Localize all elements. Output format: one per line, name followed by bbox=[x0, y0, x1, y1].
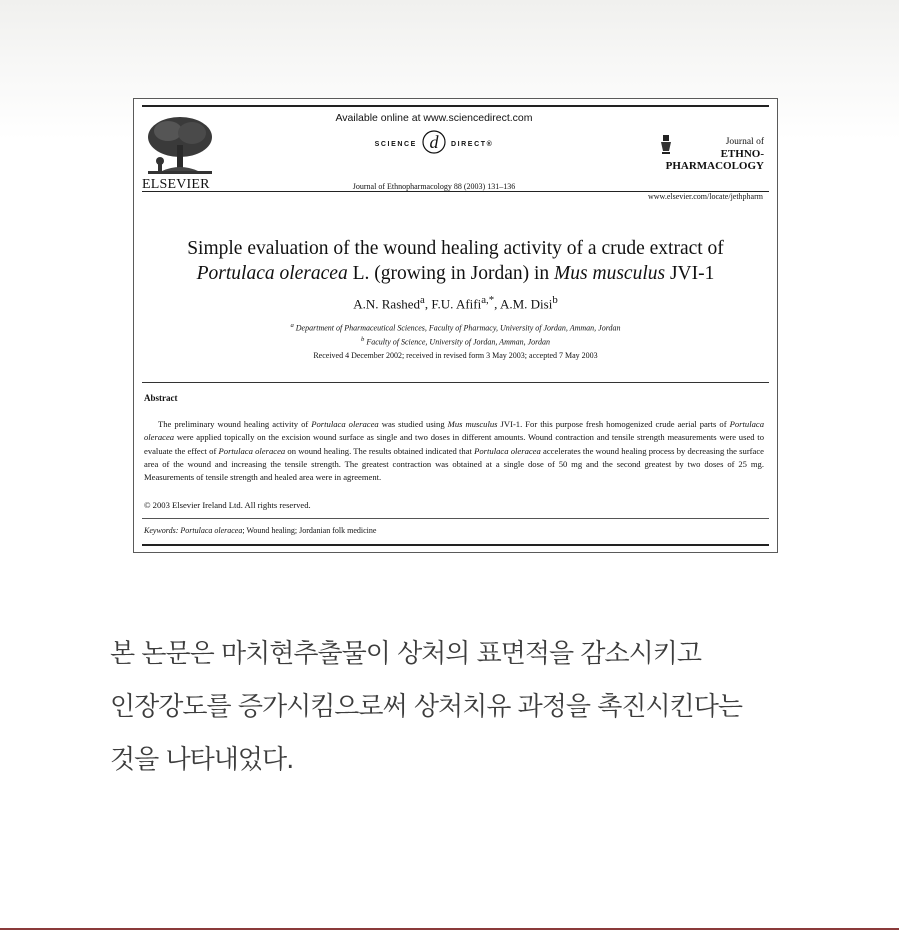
journal-url: www.elsevier.com/locate/jethpharm bbox=[648, 192, 763, 201]
abs-part: on wound healing. The results obtained indicated that bbox=[285, 445, 475, 456]
paper-title bbox=[154, 236, 757, 286]
publisher-name: ELSEVIER bbox=[142, 177, 210, 192]
sciencedirect-left: SCIENCE bbox=[374, 140, 417, 148]
affiliations bbox=[154, 320, 757, 347]
abs-species: Mus musculus bbox=[447, 419, 498, 429]
abs-part: was studied using bbox=[378, 419, 448, 429]
affil-b: Faculty of Science, University of Jordan, Amman, Jordan bbox=[364, 337, 550, 347]
header-top-rule bbox=[142, 105, 769, 107]
affil-a: Department of Pharmaceutical Sciences, Faculty of Pharmacy, University of Jordan, Amman, Jordan bbox=[293, 323, 621, 333]
abs-part: were applied topically on the excision wound surface as single and two doses in different amounts. Wound contraction and tensile strength measurements were used to evaluate the effect of bbox=[144, 432, 764, 456]
abs-species: Portulaca oleracea bbox=[144, 419, 765, 443]
citation: Journal of Ethnopharmacology 88 (2003) 131–136 bbox=[352, 182, 516, 191]
author-2: , F.U. Afifi bbox=[424, 296, 482, 312]
abstract-heading: Abstract bbox=[144, 393, 178, 403]
journal-title-line3: PHARMACOLOGY bbox=[665, 160, 764, 172]
bottom-rule-paper bbox=[142, 544, 769, 546]
received-dates: Received 4 December 2002; received in revised form 3 May 2003; accepted 7 May 2003 bbox=[313, 351, 598, 360]
affil-a-sup: a bbox=[290, 322, 294, 329]
author-1: A.N. Rashed bbox=[353, 296, 421, 312]
sciencedirect-d-letter: d bbox=[429, 132, 439, 152]
author-1-sup: a bbox=[420, 294, 425, 306]
journal-title-line1: Journal of bbox=[725, 137, 764, 147]
caption-line-2: 인장강도를 증가시킴으로써 상처치유 과정을 촉진시킨다는 bbox=[110, 692, 742, 722]
keywords bbox=[144, 526, 376, 535]
header-bottom-rule bbox=[142, 191, 769, 192]
author-3-sup: b bbox=[552, 294, 558, 306]
title-mid: L. (growing in Jordan) in bbox=[347, 263, 555, 284]
elsevier-tree-icon bbox=[144, 115, 216, 177]
keywords-rule bbox=[142, 518, 769, 519]
title-species2: Mus musculus bbox=[554, 263, 666, 284]
keywords-species: Portulaca oleracea bbox=[178, 526, 243, 535]
journal-title bbox=[654, 135, 764, 172]
abs-part: accelerates the wound healing process by decreasing the surface area of the wound and increasing the tensile strength. The greatest contraction was obtained at a single dose of 50 mg and the second greatest by two doses of 25 mg. Measurements of tensile strength and healed area were in agreement. bbox=[144, 445, 764, 483]
title-line1: Simple evaluation of the wound healing activity of a crude extract of bbox=[187, 238, 724, 259]
paper-abstract-image bbox=[133, 98, 778, 553]
sciencedirect-logo bbox=[314, 131, 554, 157]
sciencedirect-d-icon bbox=[421, 129, 447, 155]
abstract-body bbox=[144, 418, 764, 484]
korean-caption bbox=[110, 628, 830, 787]
abs-part: The preliminary wound healing activity of bbox=[158, 419, 312, 429]
keywords-rest: ; Wound healing; Jordanian folk medicine bbox=[242, 526, 377, 535]
abs-species: Portulaca oleracea bbox=[474, 445, 541, 456]
title-end: JVI-1 bbox=[665, 263, 715, 284]
abs-part: JVI-1. For this purpose fresh homogenized crude aerial parts of bbox=[497, 419, 730, 429]
journal-title-line2: ETHNO- bbox=[720, 148, 764, 160]
sciencedirect-mark bbox=[421, 129, 447, 159]
abs-species: Portulaca oleracea bbox=[311, 419, 379, 429]
author-3: , A.M. Disi bbox=[494, 296, 553, 312]
copyright: © 2003 Elsevier Ireland Ltd. All rights reserved. bbox=[144, 500, 311, 510]
authors bbox=[154, 294, 757, 312]
keywords-label: Keywords: bbox=[144, 526, 179, 535]
available-online-text: Available online at www.sciencedirect.com bbox=[335, 112, 533, 124]
abstract-top-rule bbox=[142, 382, 769, 383]
caption-line-1: 본 논문은 마치현추출물이 상처의 표면적을 감소시키고 bbox=[110, 639, 701, 669]
abs-species: Portulaca oleracea bbox=[218, 445, 286, 456]
affil-b-sup: b bbox=[361, 335, 365, 343]
caption-line-3: 것을 나타내었다. bbox=[110, 745, 294, 775]
sciencedirect-right: DIRECT® bbox=[450, 140, 494, 148]
author-2-sup: a,* bbox=[481, 294, 495, 306]
title-species: Portulaca oleracea bbox=[196, 263, 348, 284]
